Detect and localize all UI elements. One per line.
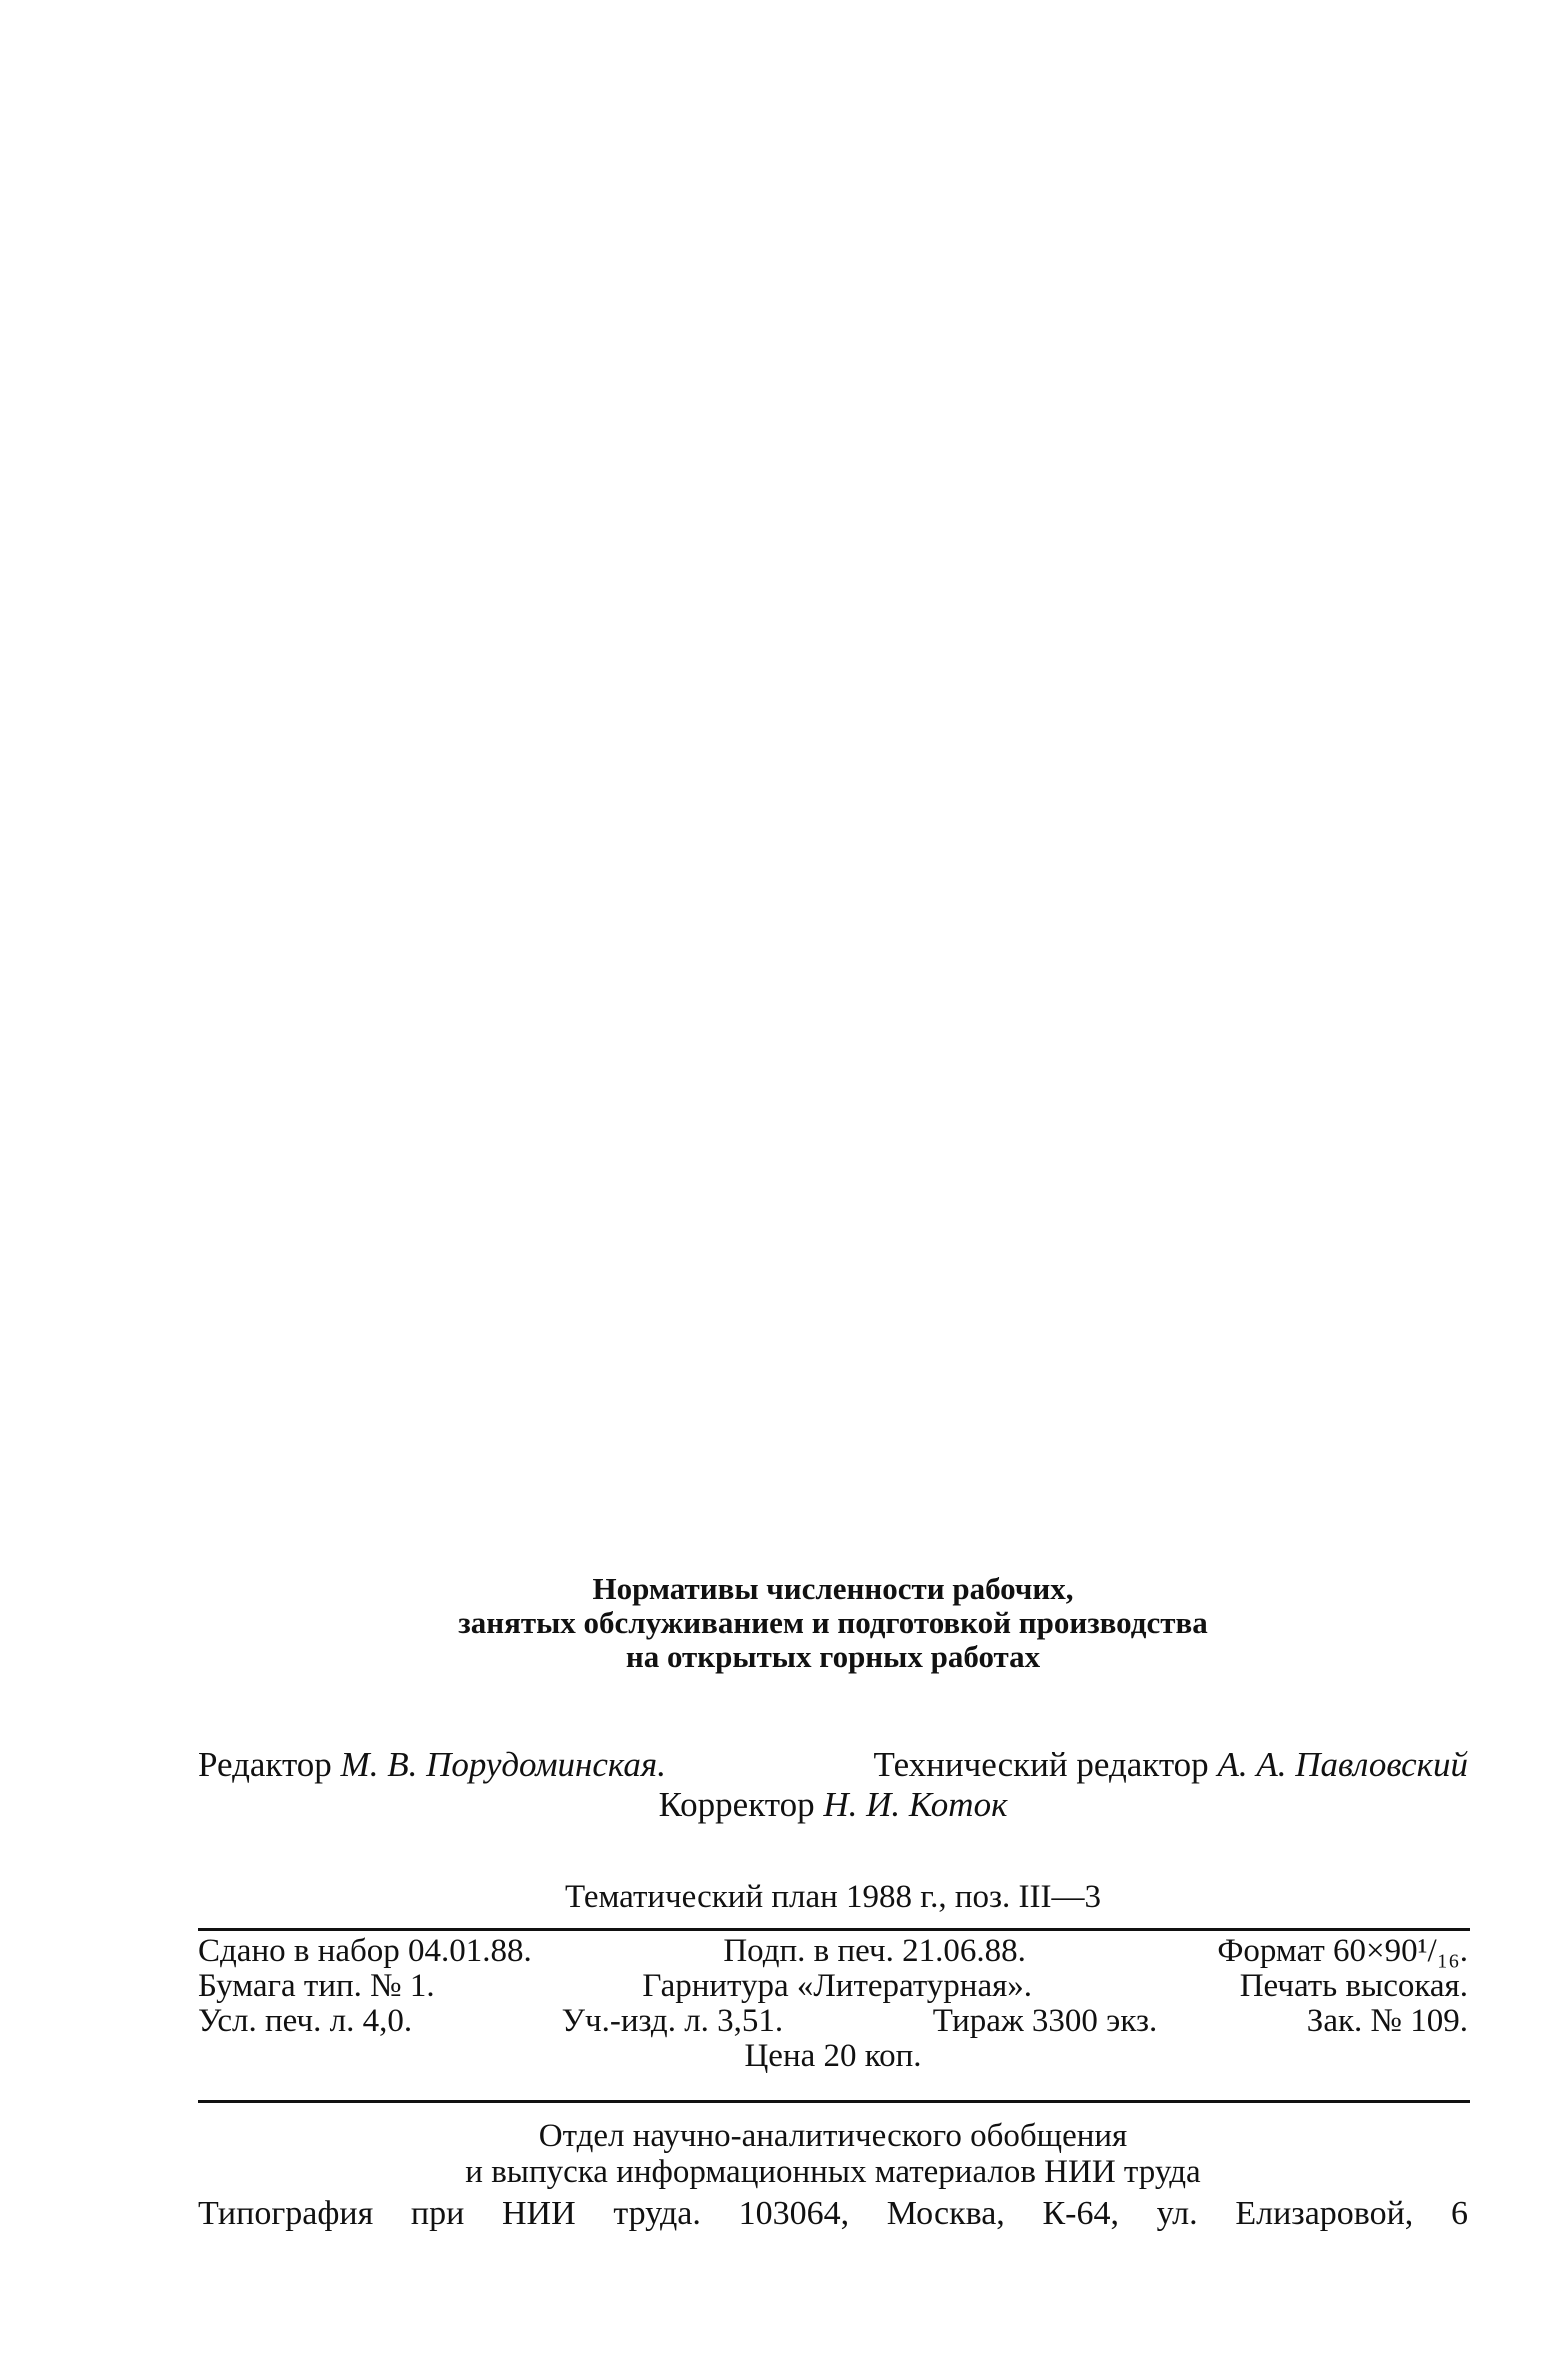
imprint-circulation: Тираж 3300 экз. bbox=[932, 2003, 1158, 2039]
title-line-1: Нормативы численности рабочих, bbox=[592, 1571, 1074, 1606]
divider-top bbox=[198, 1928, 1470, 1931]
corrector-name: Н. И. Коток bbox=[823, 1785, 1008, 1824]
imprint-printing: Печать высокая. bbox=[1239, 1968, 1468, 2004]
imprint-row bbox=[198, 1934, 1468, 1969]
book-title bbox=[198, 1572, 1468, 1674]
price: Цена 20 коп. bbox=[744, 2038, 922, 2074]
divider-bottom bbox=[198, 2100, 1470, 2103]
publisher-line-1: Отдел научно-аналитического обобщения bbox=[538, 2118, 1128, 2154]
corrector-label: Корректор bbox=[658, 1785, 815, 1824]
imprint-format: Формат 60×90¹/₁₆. bbox=[1217, 1933, 1468, 1969]
editor-label: Редактор bbox=[198, 1745, 332, 1784]
tech-editor-label: Технический редактор bbox=[873, 1745, 1209, 1784]
imprint-publ-sheets: Уч.-изд. л. 3,51. bbox=[561, 2003, 784, 2039]
editors-line bbox=[198, 1745, 1468, 1785]
thematic-plan: Тематический план 1988 г., поз. III—3 bbox=[564, 1879, 1102, 1915]
corrector-line bbox=[198, 1785, 1468, 1825]
imprint-details bbox=[198, 1934, 1468, 2074]
imprint-row bbox=[198, 2004, 1468, 2039]
imprint-typeset-date: Сдано в набор 04.01.88. bbox=[198, 1933, 532, 1969]
imprint-row bbox=[198, 1969, 1468, 2004]
editor-credit bbox=[198, 1745, 666, 1785]
tech-editor-name: А. А. Павловский bbox=[1217, 1745, 1468, 1784]
imprint-paper: Бумага тип. № 1. bbox=[198, 1968, 435, 2004]
imprint-print-sheets: Усл. печ. л. 4,0. bbox=[198, 2003, 413, 2039]
editor-name: М. В. Порудоминская. bbox=[340, 1745, 666, 1784]
publisher-info bbox=[198, 2118, 1468, 2232]
imprint-order: Зак. № 109. bbox=[1306, 2003, 1468, 2039]
imprint-typeface: Гарнитура «Литературная». bbox=[642, 1968, 1033, 2004]
credits bbox=[198, 1745, 1468, 1825]
title-line-2: занятых обслуживанием и подготовкой производства bbox=[458, 1605, 1208, 1640]
printer-address: Типография при НИИ труда. 103064, Москва, К-64, ул. Елизаровой, 6 bbox=[198, 2195, 1468, 2232]
tech-editor-credit bbox=[874, 1745, 1468, 1785]
title-line-3: на открытых горных работах bbox=[625, 1639, 1041, 1674]
imprint-print-date: Подп. в печ. 21.06.88. bbox=[723, 1933, 1026, 1969]
publisher-line-2: и выпуска информационных материалов НИИ труда bbox=[465, 2154, 1201, 2190]
